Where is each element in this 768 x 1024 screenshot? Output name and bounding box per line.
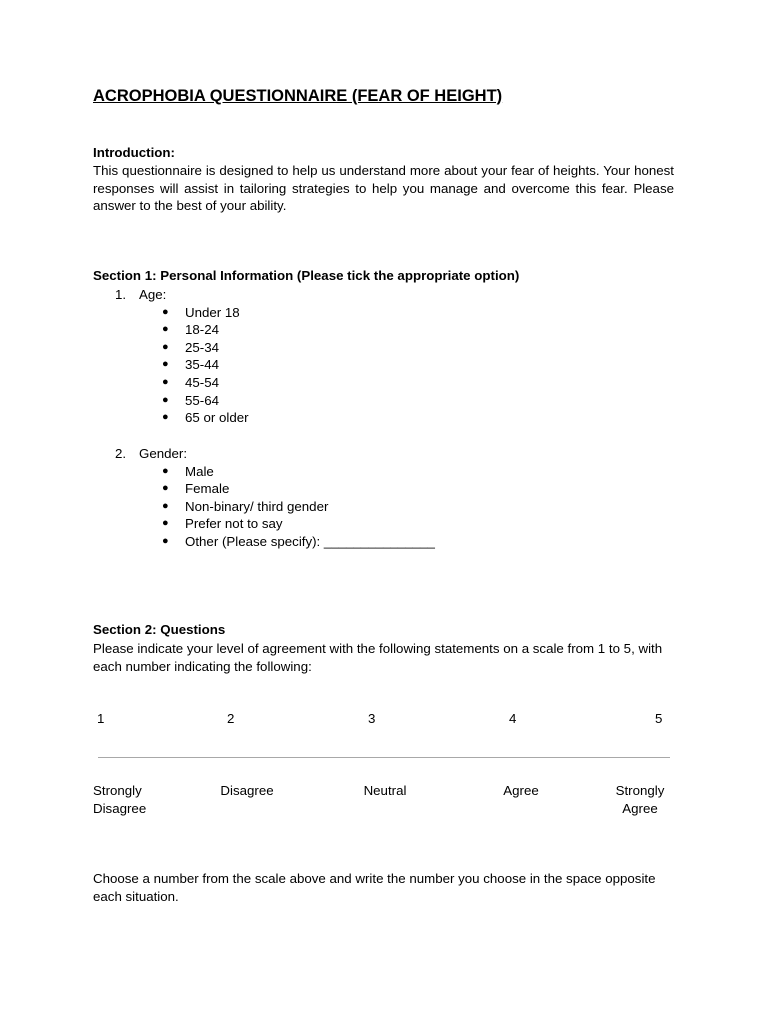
question-label: Gender:: [139, 446, 188, 461]
bullet-icon: ●: [162, 323, 169, 336]
bullet-icon: ●: [162, 358, 169, 371]
scale-label-agree: Agree: [503, 783, 539, 798]
bullet-icon: ●: [162, 482, 169, 495]
scale-label-neutral: Neutral: [363, 783, 407, 798]
bullet-icon: ●: [162, 534, 169, 547]
question-label: Age:: [139, 287, 167, 302]
document-title: ACROPHOBIA QUESTIONNAIRE (FEAR OF HEIGHT): [93, 87, 503, 105]
bullet-icon: ●: [162, 464, 169, 477]
bullet-icon: ●: [162, 393, 169, 406]
option-label: Prefer not to say: [185, 516, 283, 532]
bullet-icon: ●: [162, 517, 169, 530]
scale-label-disagree: Disagree: [220, 783, 274, 798]
scale-number-4: 4: [509, 711, 517, 726]
bullet-icon: ●: [162, 340, 169, 353]
option-label: 55-64: [185, 392, 220, 408]
option-label: 25-34: [185, 339, 220, 355]
bullet-icon: ●: [162, 499, 169, 512]
bullet-icon: ●: [162, 305, 169, 318]
section2-text: Please indicate your level of agreement with the following statements on a scale from 1 to 5, with each number indicating the following:: [93, 641, 663, 674]
option-label: 65 or older: [185, 410, 249, 426]
scale-label-strongly-agree: Strongly Agree: [615, 783, 665, 816]
option-label: Other (Please specify): _______________: [185, 533, 435, 549]
option-label: 18-24: [185, 322, 220, 338]
option-label: 45-54: [185, 374, 220, 390]
introduction-text: This questionnaire is designed to help us understand more about your fear of heights. Your honest responses will assist in tailoring strategies to help you manage and overcome this fear. Please answer to the best of your ability.: [93, 163, 674, 214]
option-label: 35-44: [185, 357, 220, 373]
section2-heading: Section 2: Questions: [93, 622, 226, 637]
option-label: Male: [185, 463, 214, 479]
option-label: Under 18: [185, 304, 240, 320]
option-label: Non-binary/ third gender: [185, 498, 329, 514]
scale-number-2: 2: [227, 711, 235, 726]
bullet-icon: ●: [162, 375, 169, 388]
scale-number-5: 5: [655, 711, 663, 726]
scale-label-strongly-disagree: Strongly Disagree: [93, 783, 147, 816]
scale-divider: [98, 757, 670, 758]
option-label: Female: [185, 481, 230, 497]
scale-number-3: 3: [368, 711, 376, 726]
bullet-icon: ●: [162, 411, 169, 424]
questionnaire-page: [93, 0, 675, 1024]
question-number: 2.: [115, 446, 127, 461]
section1-heading: Section 1: Personal Information (Please tick the appropriate option): [93, 268, 520, 283]
scale-number-1: 1: [97, 711, 105, 726]
introduction-heading: Introduction:: [93, 145, 175, 160]
instruction-text: Choose a number from the scale above and write the number you choose in the space opposite each situation.: [93, 871, 656, 904]
question-number: 1.: [115, 287, 127, 302]
